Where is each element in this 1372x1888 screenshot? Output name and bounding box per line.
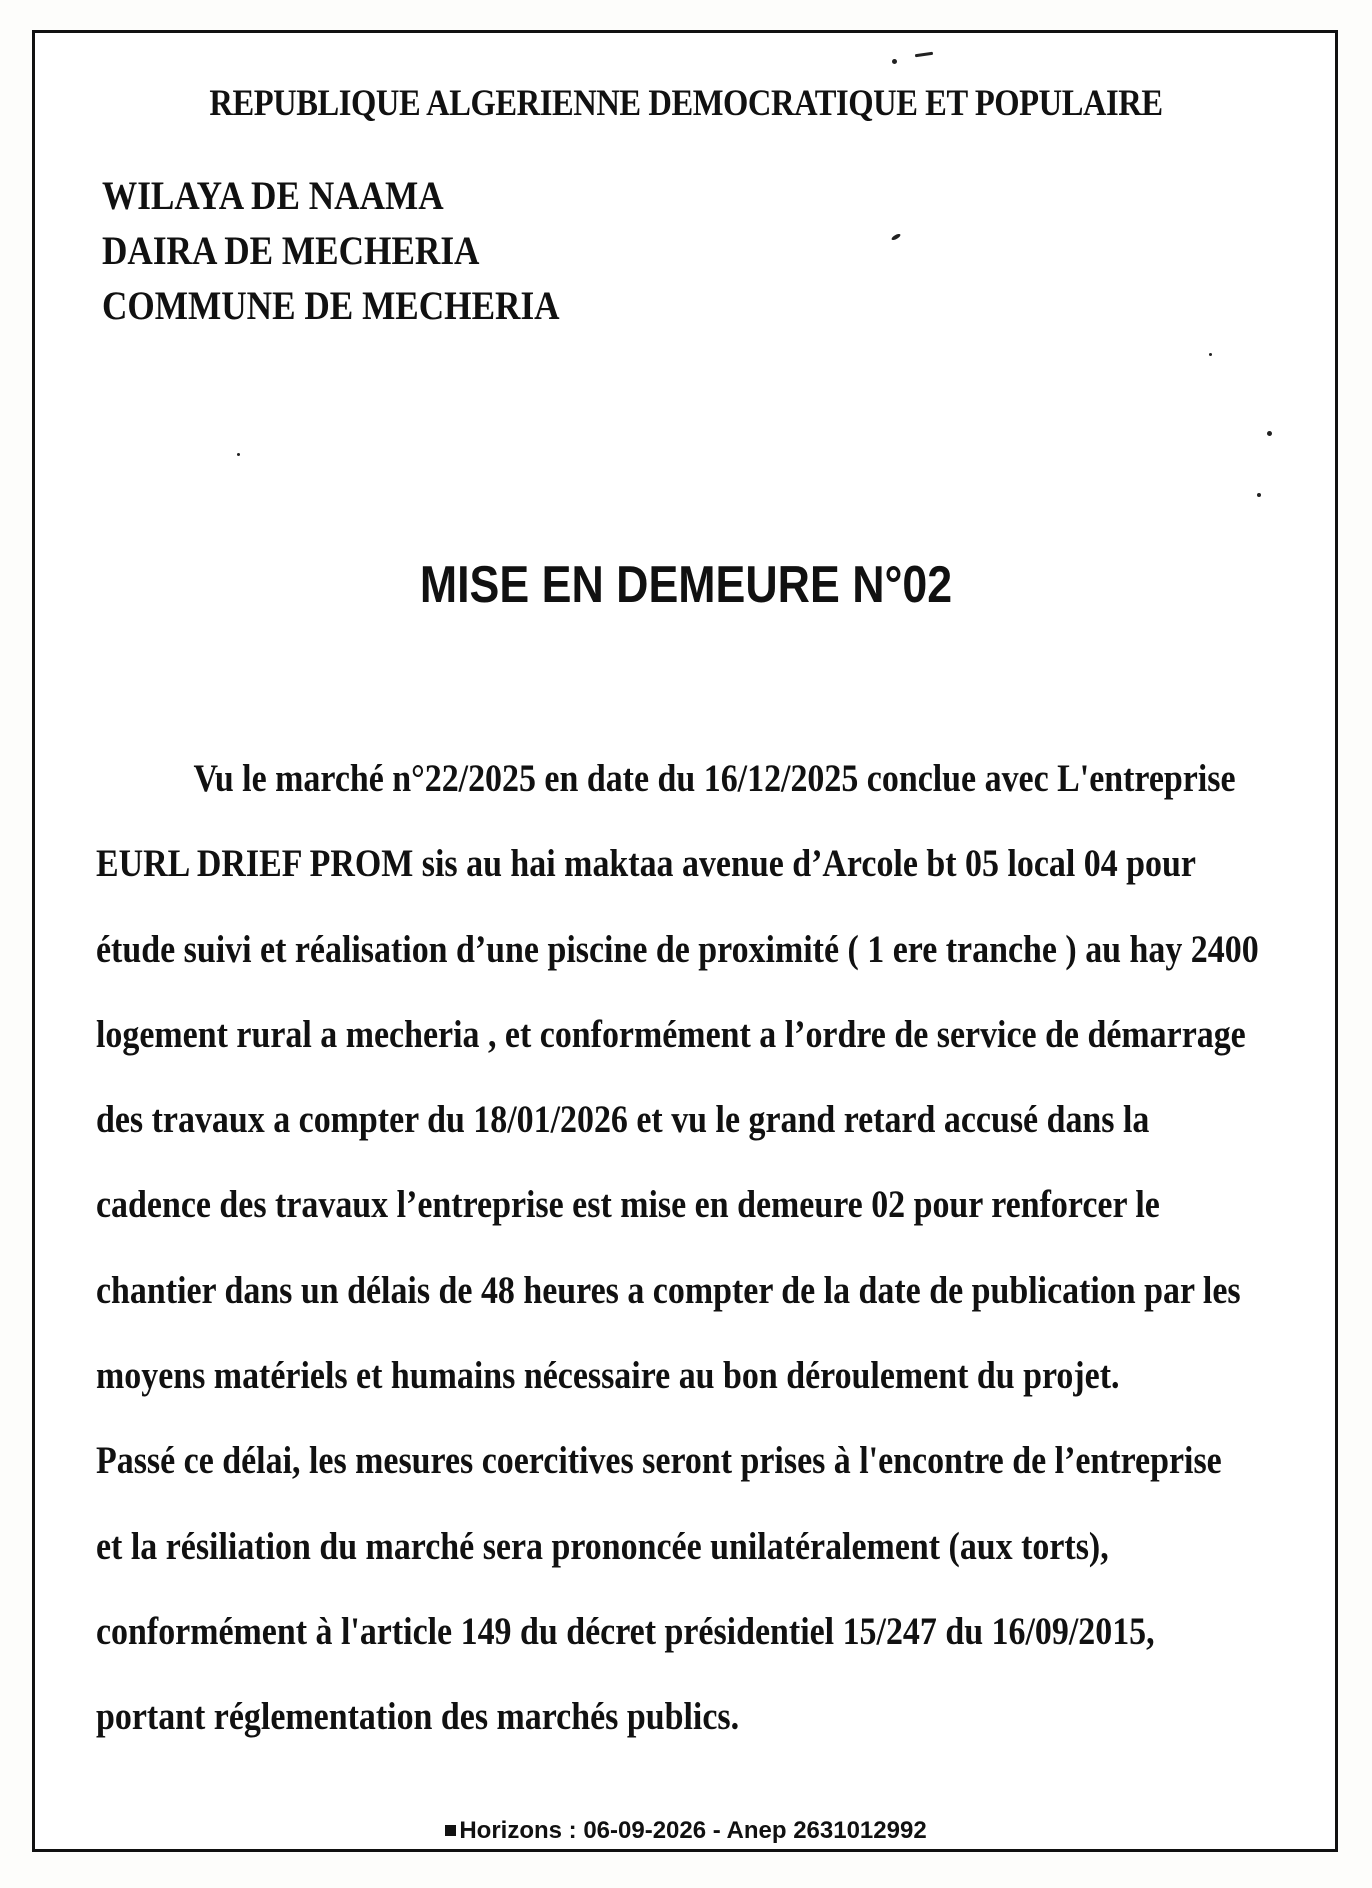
scan-speck (237, 453, 240, 456)
daira-line: DAIRA DE MECHERIA (102, 228, 480, 273)
wilaya-line: WILAYA DE NAAMA (102, 173, 444, 218)
scan-speck (891, 233, 902, 241)
scan-speck (1209, 353, 1212, 356)
scan-speck (892, 59, 897, 64)
footer-text: Horizons : 06-09-2026 - Anep 2631012992 (459, 1817, 927, 1844)
body-line: et la résiliation du marché sera prononcée unilatéralement (aux torts), (96, 1524, 1109, 1568)
scan-speck (915, 52, 933, 57)
commune-line: COMMUNE DE MECHERIA (102, 283, 560, 328)
scan-speck (1257, 493, 1261, 497)
body-line: portant réglementation des marchés publics. (96, 1695, 740, 1739)
notice-body (96, 755, 1259, 1779)
square-bullet-icon (445, 1825, 456, 1836)
scan-speck (1267, 431, 1272, 436)
publication-footer (0, 1817, 1372, 1845)
republic-header: REPUBLIQUE ALGERIENNE DEMOCRATIQUE ET POPULAIRE (209, 83, 1163, 124)
notice-title: MISE EN DEMEURE N°02 (419, 556, 953, 614)
body-line: Vu le marché n°22/2025 en date du 16/12/2025 conclue avec L'entreprise (193, 757, 1236, 800)
body-line: chantier dans un délais de 48 heures a compter de la date de publication par les (96, 1268, 1241, 1312)
body-line: cadence des travaux l’entreprise est mise en demeure 02 pour renforcer le (96, 1183, 1160, 1227)
body-line: Passé ce délai, les mesures coercitives seront prises à l'encontre de l’entreprise (96, 1439, 1222, 1483)
body-line: conformément à l'article 149 du décret présidentiel 15/247 du 16/09/2015, (96, 1609, 1155, 1653)
body-line: EURL DRIEF PROM sis au hai maktaa avenue d’Arcole bt 05 local 04 pour (96, 842, 1196, 886)
administration-block (102, 168, 560, 333)
body-line: étude suivi et réalisation d’une piscine de proximité ( 1 ere tranche ) au hay 2400 (96, 927, 1259, 971)
body-line: moyens matériels et humains nécessaire au bon déroulement du projet. (96, 1354, 1120, 1398)
body-line: des travaux a compter du 18/01/2026 et vu le grand retard accusé dans la (96, 1098, 1150, 1142)
body-line: logement rural a mecheria , et conformément a l’ordre de service de démarrage (96, 1012, 1246, 1056)
